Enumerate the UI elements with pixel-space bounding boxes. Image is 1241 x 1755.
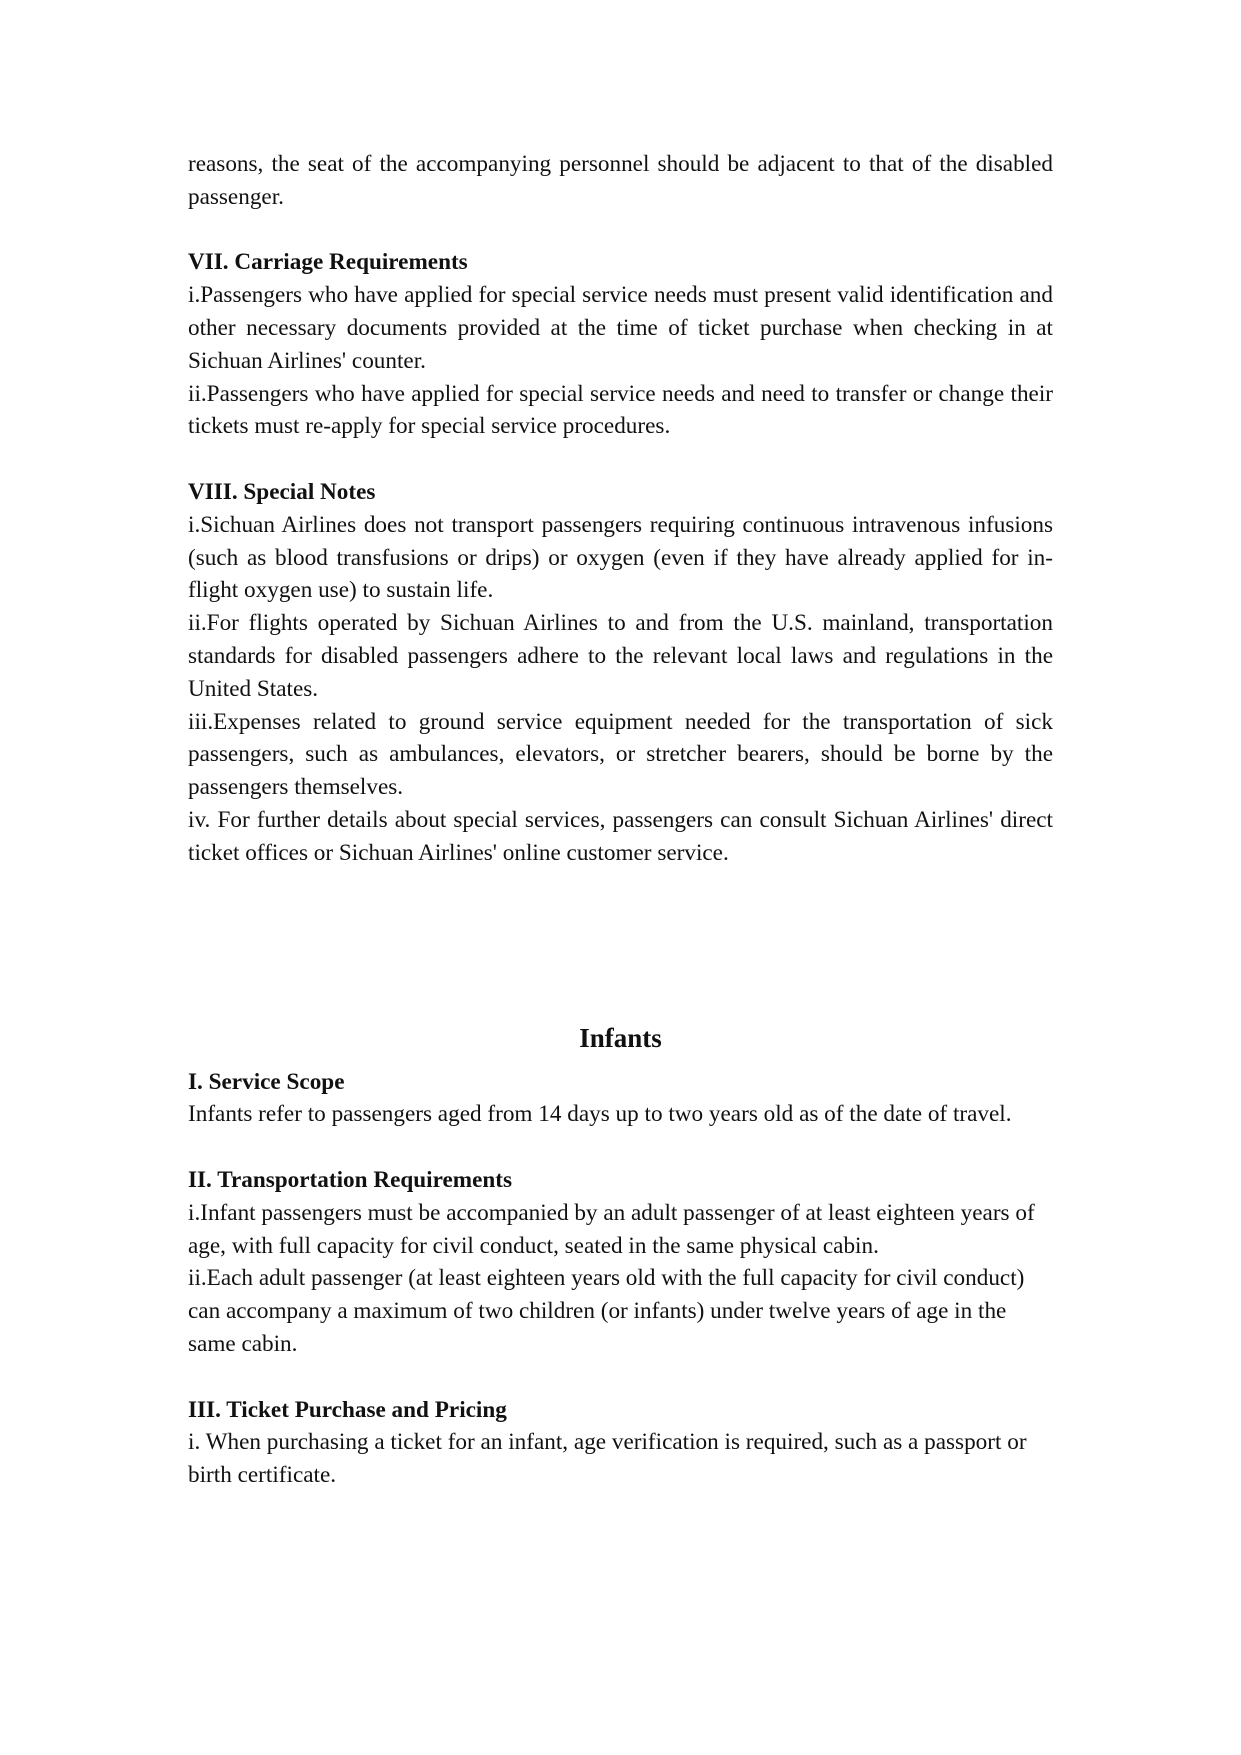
paragraph: i. When purchasing a ticket for an infant, age verification is required, such as a passport or birth certificate. (188, 1429, 1027, 1489)
document-body (188, 148, 1053, 1492)
section-ticket-purchase-pricing (188, 1394, 1053, 1492)
continued-paragraph: reasons, the seat of the accompanying personnel should be adjacent to that of the disabled passenger. (188, 151, 1053, 210)
paragraph: Infants refer to passengers aged from 14 days up to two years old as of the date of travel. (188, 1101, 1012, 1128)
section-heading: III. Ticket Purchase and Pricing (188, 1396, 507, 1423)
section-heading: VII. Carriage Requirements (188, 249, 468, 276)
paragraph: ii.Passengers who have applied for special service needs and need to transfer or change their tickets must re-apply for special service procedures. (188, 380, 1053, 440)
paragraph: ii.Each adult passenger (at least eighteen years old with the full capacity for civil conduct) can accompany a maximum of two children (or infants) under twelve years of age in the same cabin. (188, 1265, 1025, 1357)
section-heading: I. Service Scope (188, 1068, 345, 1095)
paragraph: i.Passengers who have applied for special service needs must present valid identification and other necessary documents provided at the time of ticket purchase when checking in at Sichuan Airlines' counter. (188, 282, 1053, 374)
section-heading: II. Transportation Requirements (188, 1166, 513, 1193)
section-transportation-requirements (188, 1164, 1053, 1361)
paragraph: i.Sichuan Airlines does not transport passengers requiring continuous intravenous infusions (such as blood transfusions or drips) or oxygen (even if they have already applied for in-flight oxygen use) to sustain life. (188, 511, 1053, 604)
section-carriage-requirements (188, 246, 1053, 443)
paragraph: ii.For flights operated by Sichuan Airlines to and from the U.S. mainland, transportation standards for disabled passengers adhere to the relevant local laws and regulations in the United States. (188, 610, 1053, 702)
section-special-notes (188, 476, 1053, 870)
paragraph: i.Infant passengers must be accompanied by an adult passenger of at least eighteen years of age, with full capacity for civil conduct, seated in the same physical cabin. (188, 1199, 1035, 1259)
paragraph: iv. For further details about special services, passengers can consult Sichuan Airlines' direct ticket offices or Sichuan Airlines' online customer service. (188, 806, 1053, 866)
paragraph: iii.Expenses related to ground service equipment needed for the transportation of sick passengers, such as ambulances, elevators, or stretcher bearers, should be borne by the passengers themselves. (188, 708, 1053, 801)
section-heading: VIII. Special Notes (188, 478, 376, 505)
section-service-scope (188, 1066, 1053, 1132)
infants-title: Infants (579, 1022, 662, 1053)
